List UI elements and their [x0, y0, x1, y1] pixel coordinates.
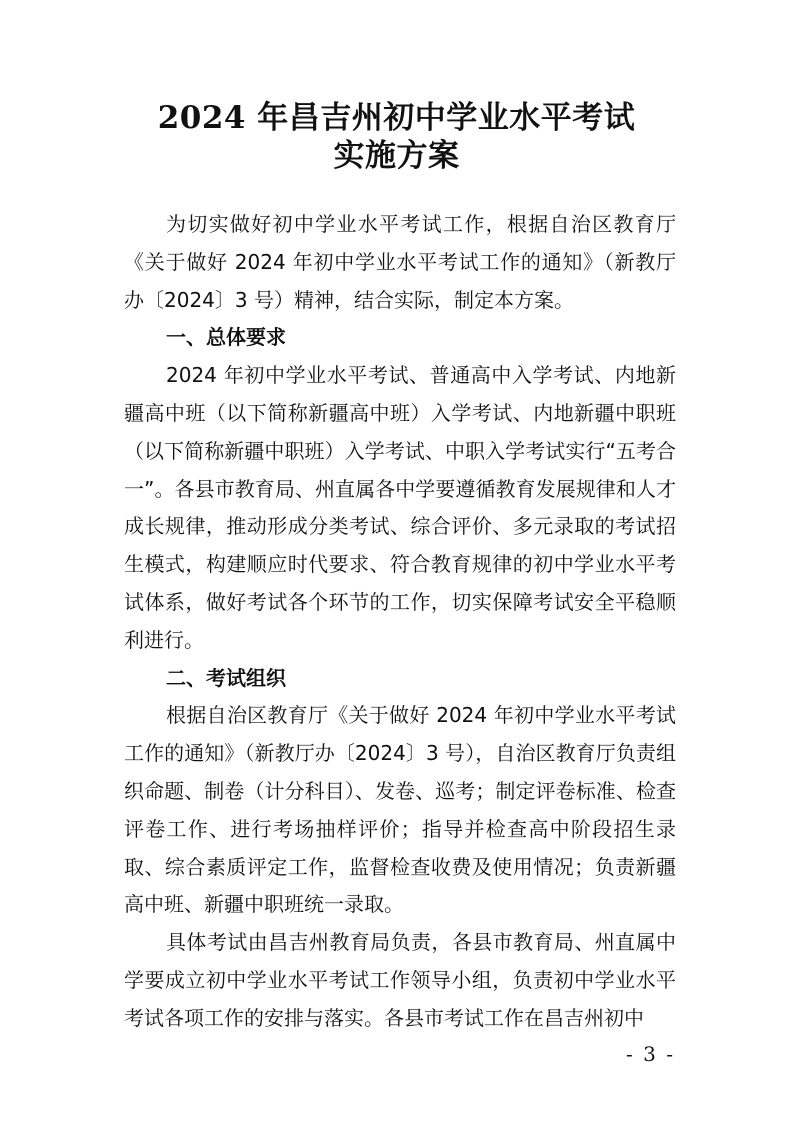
exam-organization-paragraph-1: 根据自治区教育厅《关于做好 2024 年初中学业水平考试工作的通知》（新教厅办〔2024〕3 号），自治区教育厅负责组织命题、制卷（计分科目）、发卷、巡考；制定评卷标准、检查评卷工作、进行考场抽样评价；指导并检查高中阶段招生录取、综合素质评定工作，监督检查收费及使用情况；负责新疆高中班、新疆中职班统一录取。: [124, 703, 676, 917]
document-body: [124, 206, 676, 1038]
general-requirements-paragraph: 2024 年初中学业水平考试、普通高中入学考试、内地新疆高中班（以下简称新疆高中班）入学考试、内地新疆中职班（以下简称新疆中职班）入学考试、中职入学考试实行“五考合一”。各县市教育局、州直属各中学要遵循教育发展规律和人才成长规律，推动形成分类考试、综合评价、多元录取的考试招生模式，构建顺应时代要求、符合教育规律的初中学业水平考试体系，做好考试各个环节的工作，切实保障考试安全平稳顺利进行。: [124, 363, 676, 652]
page-number: - 3 -: [626, 1042, 675, 1066]
document-title-line-1: 2024 年昌吉州初中学业水平考试: [157, 100, 636, 136]
document-title-line-2: 实施方案: [333, 138, 460, 174]
exam-organization-paragraph-2: 具体考试由昌吉州教育局负责，各县市教育局、州直属中学要成立初中学业水平考试工作领导小组，负责初中学业水平考试各项工作的安排与落实。各县市考试工作在昌吉州初中: [124, 930, 676, 1030]
intro-paragraph: 为切实做好初中学业水平考试工作，根据自治区教育厅《关于做好 2024 年初中学业水平考试工作的通知》（新教厅办〔2024〕3 号）精神，结合实际，制定本方案。: [124, 212, 676, 312]
section-heading-general-requirements: 一、总体要求: [166, 325, 286, 350]
section-heading-exam-organization: 二、考试组织: [166, 665, 286, 690]
